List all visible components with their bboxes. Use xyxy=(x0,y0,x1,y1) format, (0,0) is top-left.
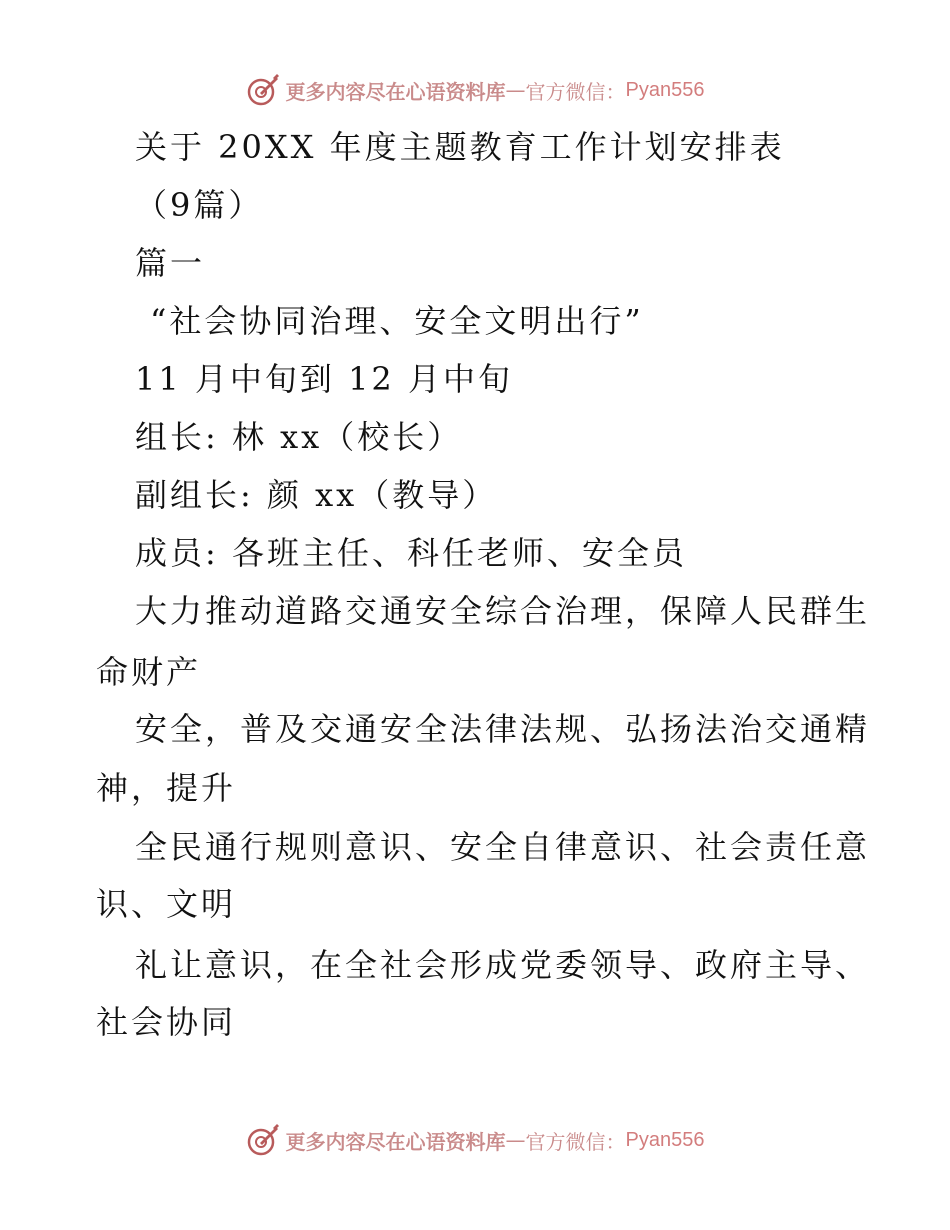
watermark-id: Pyan556 xyxy=(625,78,705,101)
watermark-id: Pyan556 xyxy=(625,1128,705,1151)
paragraph-line: 神，提升 xyxy=(96,769,237,807)
document-title: 关于 20XX 年度主题教育工作计划安排表 xyxy=(135,128,785,166)
watermark-label: 官方微信： xyxy=(525,1129,626,1154)
paragraph-line: 全民通行规则意识、安全自律意识、社会责任意 xyxy=(135,828,871,866)
theme-line: “社会协同治理、安全文明出行” xyxy=(150,302,644,340)
watermark-footer xyxy=(0,1120,950,1160)
watermark-separator: — xyxy=(505,78,526,102)
pen-logo-icon xyxy=(246,1123,280,1157)
document-subtitle: （9篇） xyxy=(135,186,264,224)
watermark-label: 官方微信： xyxy=(525,79,626,104)
paragraph-line: 礼让意识，在全社会形成党委领导、政府主导、 xyxy=(135,946,871,984)
section-heading: 篇一 xyxy=(135,244,206,282)
paragraph-line: 社会协同 xyxy=(96,1003,237,1041)
members-line: 成员: 各班主任、科任老师、安全员 xyxy=(135,534,687,572)
watermark-separator: — xyxy=(505,1128,526,1152)
paragraph-line: 大力推动道路交通安全综合治理，保障人民群生 xyxy=(135,592,871,630)
deputy-line: 副组长: 颜 xx（教导） xyxy=(135,476,498,514)
pen-logo-icon xyxy=(246,73,280,107)
paragraph-line: 命财产 xyxy=(96,653,202,691)
leader-line: 组长: 林 xx（校长） xyxy=(135,418,463,456)
paragraph-line: 安全，普及交通安全法律法规、弘扬法治交通精 xyxy=(135,710,871,748)
watermark-header xyxy=(0,70,950,110)
paragraph-line: 识、文明 xyxy=(96,885,237,923)
watermark-text: 更多内容尽在心语资料库 xyxy=(285,79,506,104)
watermark-text: 更多内容尽在心语资料库 xyxy=(285,1129,506,1154)
period-line: 11 月中旬到 12 月中旬 xyxy=(135,360,513,398)
